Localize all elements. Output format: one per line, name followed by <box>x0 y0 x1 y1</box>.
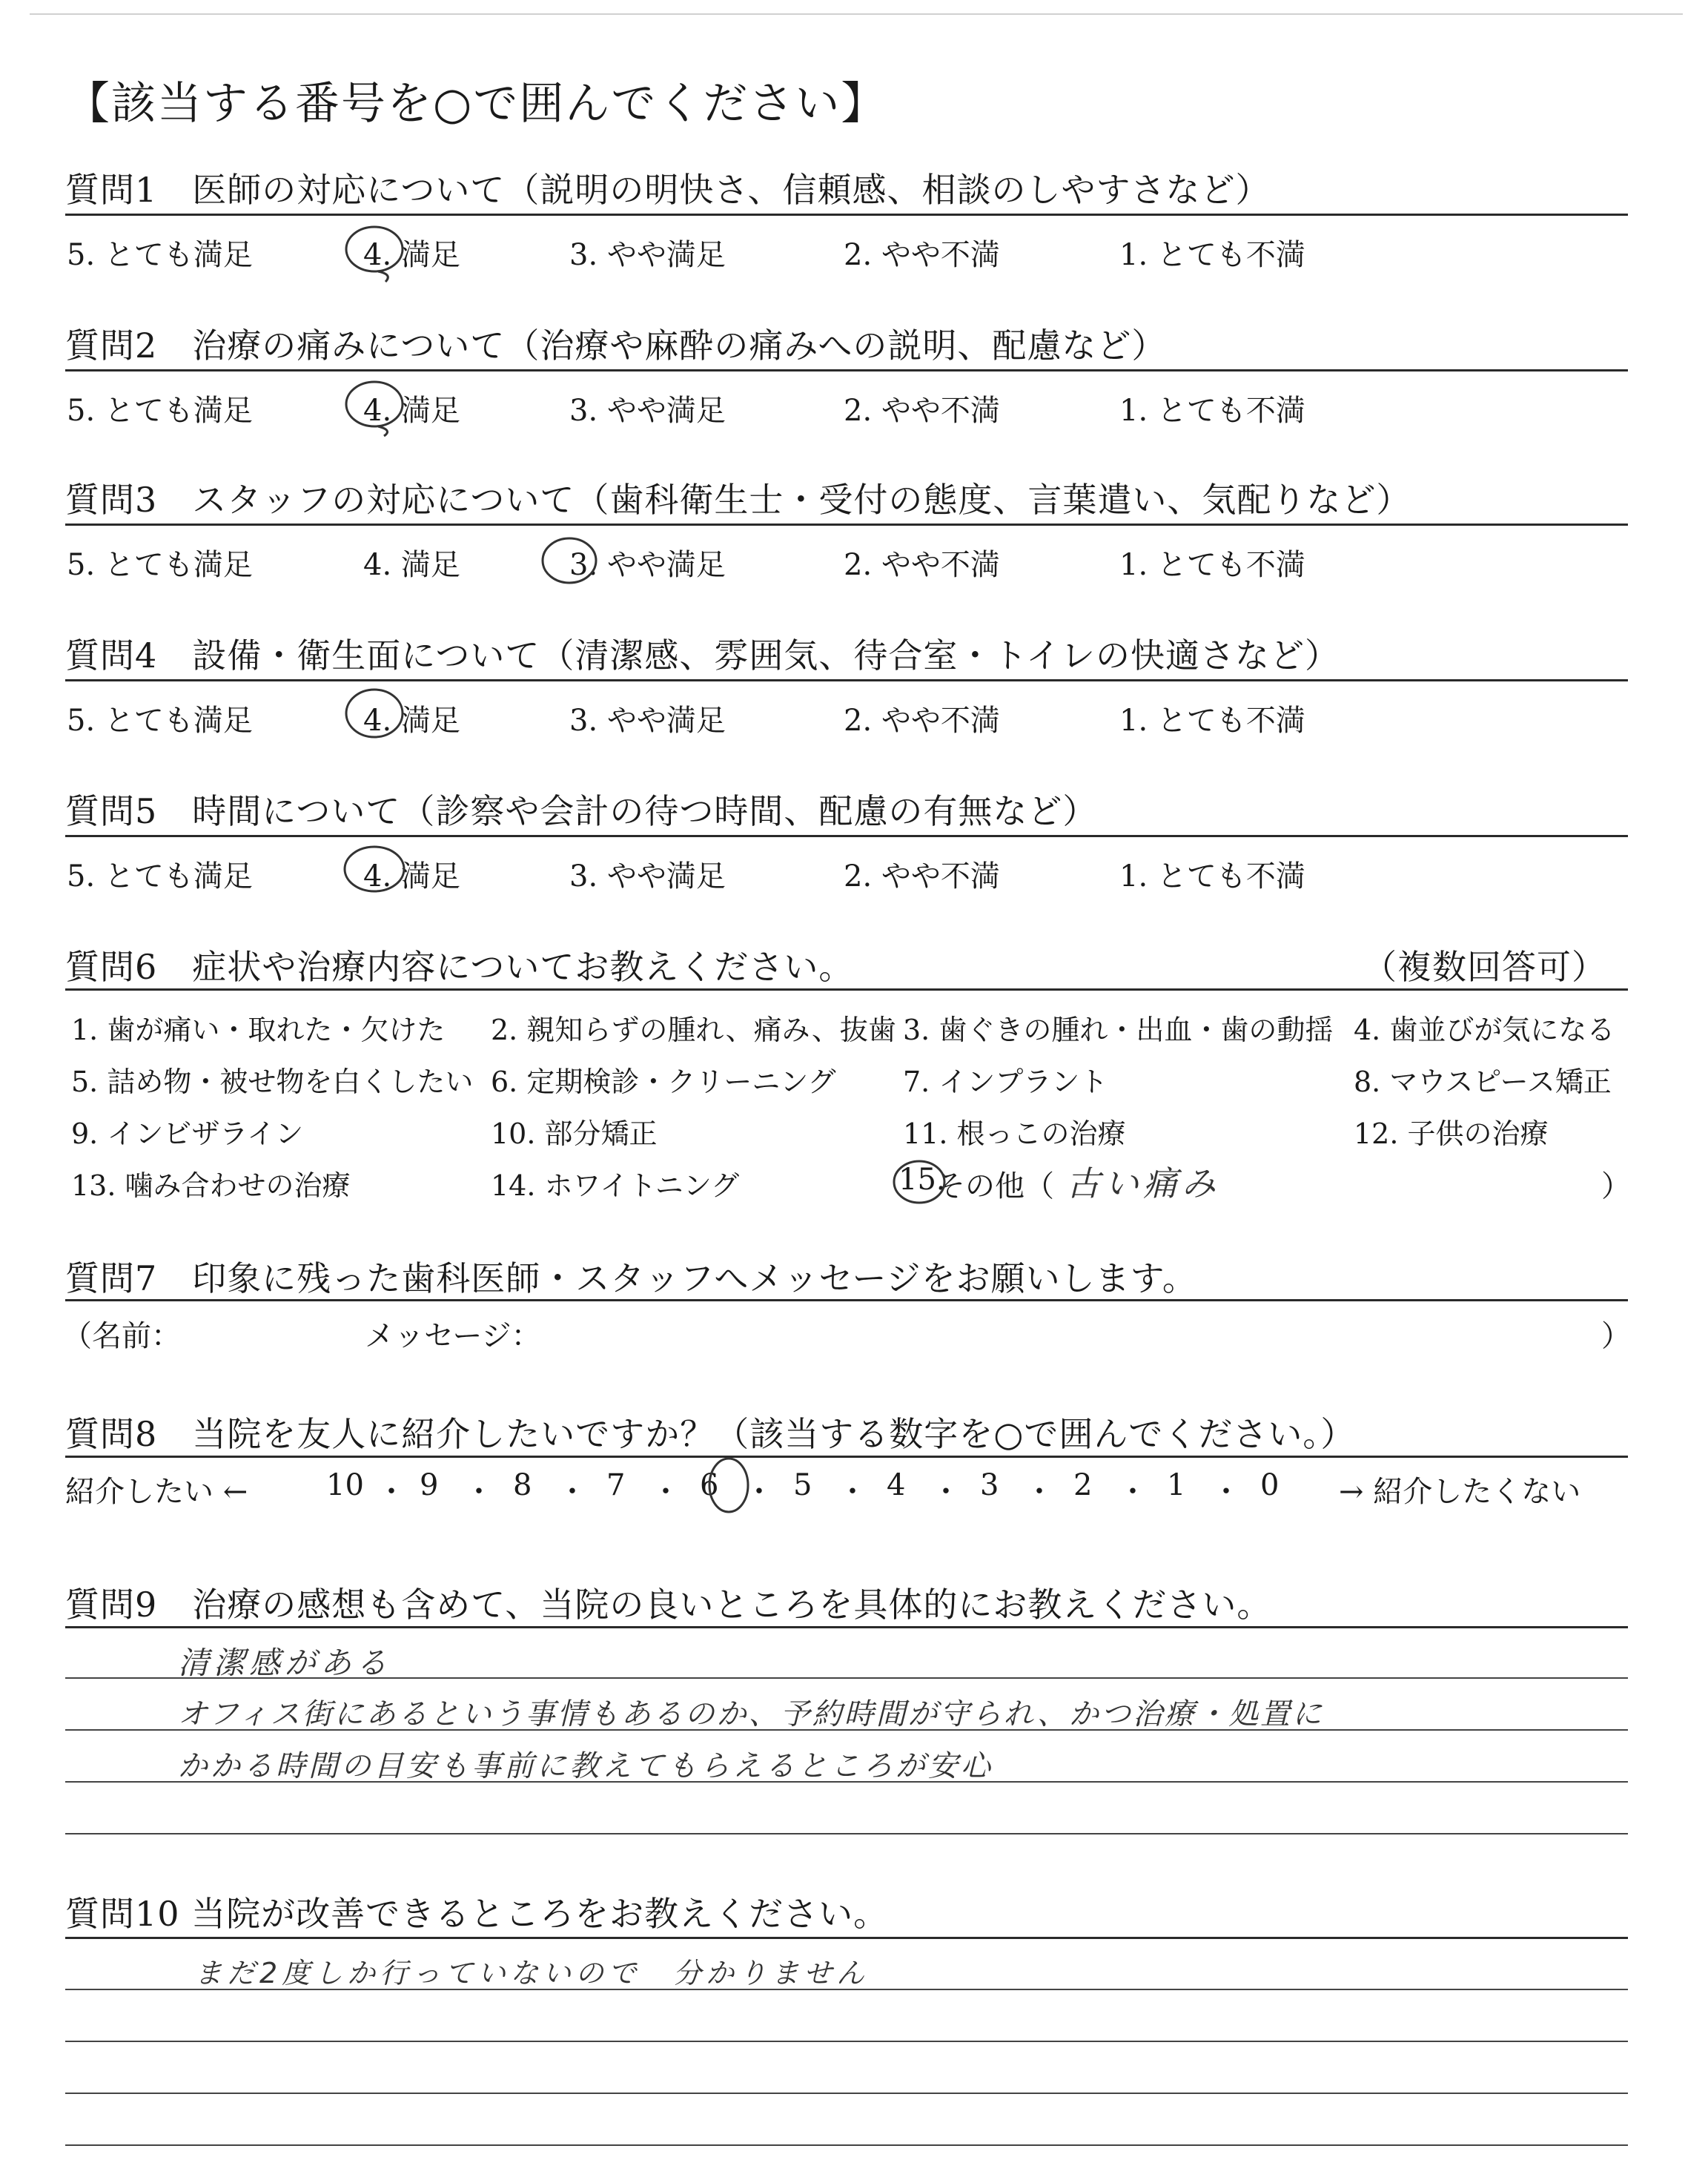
q8-scale-separator: ・ <box>464 1475 494 1509</box>
q7-title: 質問7 印象に残った歯科医師・スタッフへメッセージをお願いします。 <box>65 1258 1197 1298</box>
q1-option-5[interactable]: 5. とても満足 <box>67 238 253 272</box>
q8-scale-3[interactable]: 3 <box>980 1468 999 1502</box>
q1-selection-circle <box>346 227 403 271</box>
q3-option-5[interactable]: 5. とても満足 <box>67 548 253 582</box>
q8-left-label: 紹介したい ← <box>65 1475 248 1509</box>
q10-answer-text[interactable]: まだ2度しか行っていないので 分かりません <box>194 1957 870 1989</box>
q6-option-12[interactable]: 12. 子供の治療 <box>1354 1117 1549 1150</box>
q1-circle-tail <box>378 271 388 282</box>
q1-option-4[interactable]: 4. 満足 <box>363 238 460 272</box>
q8-scale-separator: ・ <box>931 1475 961 1509</box>
q5-option-5[interactable]: 5. とても満足 <box>67 859 253 894</box>
q7-close-paren: ） <box>1601 1319 1631 1353</box>
q6-option-10[interactable]: 10. 部分矯正 <box>491 1117 658 1150</box>
q2-option-1[interactable]: 1. とても不満 <box>1119 394 1305 428</box>
q8-scale-separator: ・ <box>1211 1475 1241 1509</box>
q4-option-4[interactable]: 4. 満足 <box>363 704 460 738</box>
q9-answer-text[interactable]: かかる時間の目安も事前に教えてもらえるところが安心 <box>178 1749 993 1783</box>
q6-other-number[interactable]: 15. <box>898 1163 946 1197</box>
q5-option-3[interactable]: 3. やや満足 <box>569 859 726 894</box>
q8-scale-2[interactable]: 2 <box>1073 1468 1093 1502</box>
q6-option-2[interactable]: 2. 親知らずの腫れ、痛み、抜歯 <box>491 1014 896 1046</box>
q6-title: 質問6 症状や治療内容についてお教えください。 <box>65 947 854 987</box>
q8-scale-10[interactable]: 10 <box>326 1468 364 1502</box>
q8-title: 質問8 当院を友人に紹介したいですか？（該当する数字を○で囲んでください。） <box>65 1414 1356 1454</box>
q6-option-1[interactable]: 1. 歯が痛い・取れた・欠けた <box>71 1014 446 1046</box>
q6-option-13[interactable]: 13. 噛み合わせの治療 <box>71 1169 351 1202</box>
q8-scale-separator: ・ <box>744 1475 774 1509</box>
q5-title: 質問5 時間について（診察や会計の待つ時間、配慮の有無など） <box>65 791 1098 831</box>
q4-option-3[interactable]: 3. やや満足 <box>569 704 726 738</box>
q3-option-2[interactable]: 2. やや不満 <box>844 548 1000 582</box>
q2-option-3[interactable]: 3. やや満足 <box>569 394 726 428</box>
q6-option-5[interactable]: 5. 詰め物・被せ物を白くしたい <box>71 1066 474 1098</box>
q8-scale-separator: ・ <box>838 1475 867 1509</box>
q8-scale-4[interactable]: 4 <box>887 1468 906 1502</box>
q2-option-2[interactable]: 2. やや不満 <box>844 394 1000 428</box>
q5-option-2[interactable]: 2. やや不満 <box>844 859 1000 894</box>
q6-option-3[interactable]: 3. 歯ぐきの腫れ・出血・歯の動揺 <box>903 1014 1334 1046</box>
q3-title: 質問3 スタッフの対応について（歯科衛生士・受付の態度、言葉遣い、気配りなど） <box>65 480 1411 520</box>
q4-title: 質問4 設備・衛生面について（清潔感、雰囲気、待合室・トイレの快適さなど） <box>65 635 1340 676</box>
q8-scale-1[interactable]: 1 <box>1167 1468 1186 1502</box>
q2-circle-tail <box>378 426 388 436</box>
q8-scale-separator: ・ <box>1025 1475 1054 1509</box>
q6-option-8[interactable]: 8. マウスピース矯正 <box>1354 1066 1612 1098</box>
q4-option-1[interactable]: 1. とても不満 <box>1119 704 1305 738</box>
q6-selection-circle <box>894 1161 944 1203</box>
q8-scale-6[interactable]: 6 <box>700 1468 719 1502</box>
q6-option-11[interactable]: 11. 根っこの治療 <box>903 1117 1126 1150</box>
q6-option-4[interactable]: 4. 歯並びが気になる <box>1354 1014 1615 1046</box>
q6-note: （複数回答可） <box>1363 947 1606 987</box>
q2-option-5[interactable]: 5. とても満足 <box>67 394 253 428</box>
q7-name-label[interactable]: （名前： <box>62 1319 181 1353</box>
q8-scale-separator: ・ <box>1118 1475 1148 1509</box>
q1-title: 質問1 医師の対応について（説明の明快さ、信頼感、相談のしやすさなど） <box>65 170 1271 210</box>
q1-option-2[interactable]: 2. やや不満 <box>844 238 1000 272</box>
q8-scale-separator: ・ <box>377 1475 406 1509</box>
q8-scale-8[interactable]: 8 <box>513 1468 532 1502</box>
q4-option-2[interactable]: 2. やや不満 <box>844 704 1000 738</box>
q1-option-3[interactable]: 3. やや満足 <box>569 238 726 272</box>
q2-title: 質問2 治療の痛みについて（治療や麻酔の痛みへの説明、配慮など） <box>65 326 1167 366</box>
page-title: 【該当する番号を○で囲んでください】 <box>65 78 887 130</box>
q6-other-label: その他（ <box>936 1169 1054 1203</box>
q4-option-5[interactable]: 5. とても満足 <box>67 704 253 738</box>
q9-answer-text[interactable]: オフィス街にあるという事情もあるのか、予約時間が守られ、かつ治療・処置に <box>178 1697 1324 1731</box>
q3-selection-circle <box>543 538 596 583</box>
q8-scale-5[interactable]: 5 <box>793 1468 812 1502</box>
q6-option-6[interactable]: 6. 定期検診・クリーニング <box>491 1066 836 1098</box>
q5-selection-circle <box>345 847 404 891</box>
q8-scale-7[interactable]: 7 <box>606 1468 626 1502</box>
q3-option-3[interactable]: 3. やや満足 <box>569 548 726 582</box>
q5-option-4[interactable]: 4. 満足 <box>363 859 460 894</box>
q9-title: 質問9 治療の感想も含めて、当院の良いところを具体的にお教えください。 <box>65 1585 1272 1625</box>
q6-option-14[interactable]: 14. ホワイトニング <box>491 1169 740 1202</box>
q8-right-label: → 紹介したくない <box>1339 1475 1581 1509</box>
q3-option-4[interactable]: 4. 満足 <box>363 548 460 582</box>
q6-option-7[interactable]: 7. インプラント <box>903 1066 1108 1098</box>
q8-selection-circle <box>709 1459 748 1512</box>
q8-scale-9[interactable]: 9 <box>420 1468 439 1502</box>
q5-option-1[interactable]: 1. とても不満 <box>1119 859 1305 894</box>
q10-title: 質問10 当院が改善できるところをお教えください。 <box>65 1894 889 1934</box>
q6-option-9[interactable]: 9. インビザライン <box>71 1117 304 1150</box>
q2-option-4[interactable]: 4. 満足 <box>363 394 460 428</box>
q8-scale-separator: ・ <box>651 1475 681 1509</box>
q9-answer-text[interactable]: 清潔感がある <box>178 1645 392 1681</box>
q4-selection-circle <box>346 690 403 737</box>
q6-close-paren: ） <box>1601 1169 1631 1203</box>
q8-scale-0[interactable]: 0 <box>1260 1468 1280 1502</box>
q6-other-answer[interactable]: 古い痛み <box>1066 1163 1220 1203</box>
q3-option-1[interactable]: 1. とても不満 <box>1119 548 1305 582</box>
q8-scale-separator: ・ <box>557 1475 587 1509</box>
q1-option-1[interactable]: 1. とても不満 <box>1119 238 1305 272</box>
q2-selection-circle <box>346 382 403 426</box>
q7-message-label[interactable]: メッセージ： <box>365 1319 541 1353</box>
